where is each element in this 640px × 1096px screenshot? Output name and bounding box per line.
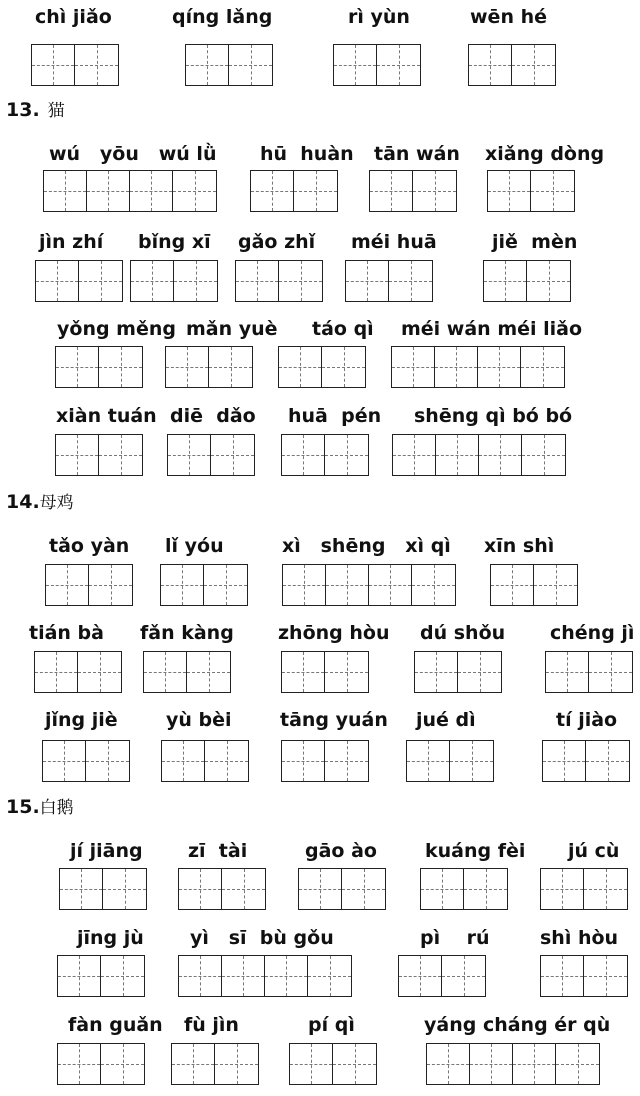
pinyin-label: tǎo yàn bbox=[49, 535, 130, 557]
pinyin-label: fù jìn bbox=[184, 1014, 239, 1036]
tian-grid-cell[interactable] bbox=[209, 347, 252, 387]
tian-grid-cell[interactable] bbox=[99, 435, 142, 475]
pinyin-label: zī tài bbox=[188, 840, 248, 862]
tian-grid-cell[interactable] bbox=[392, 347, 435, 387]
writing-grid-tian-ba[interactable] bbox=[34, 651, 122, 693]
tian-grid-cell[interactable] bbox=[584, 956, 627, 996]
tian-grid-cell[interactable] bbox=[399, 956, 442, 996]
tian-grid-cell[interactable] bbox=[534, 565, 577, 605]
tian-grid-cell[interactable] bbox=[283, 565, 326, 605]
tian-grid-cell[interactable] bbox=[166, 347, 209, 387]
tian-grid-cell[interactable] bbox=[265, 956, 308, 996]
section-number: 14. bbox=[6, 491, 40, 513]
tian-grid-cell[interactable] bbox=[43, 741, 86, 781]
tian-grid-cell[interactable] bbox=[513, 1044, 556, 1084]
tian-grid-cell[interactable] bbox=[479, 435, 522, 475]
tian-grid-cell[interactable] bbox=[162, 741, 205, 781]
tian-grid-cell[interactable] bbox=[377, 45, 420, 85]
writing-grid-sheng-qi-bo-bo[interactable] bbox=[392, 434, 566, 476]
tian-grid-cell[interactable] bbox=[130, 171, 173, 211]
section-heading bbox=[6, 795, 74, 820]
tian-grid-cell[interactable] bbox=[531, 171, 574, 211]
writing-grid-zi-tai[interactable] bbox=[178, 868, 266, 910]
pinyin-label: yì sī bù gǒu bbox=[190, 927, 334, 949]
writing-grid-wen-he[interactable] bbox=[468, 44, 556, 86]
tian-grid-cell[interactable] bbox=[101, 1044, 144, 1084]
pinyin-label: lǐ yóu bbox=[165, 535, 224, 557]
pinyin-label: qíng lǎng bbox=[172, 6, 273, 28]
pinyin-label: fǎn kàng bbox=[140, 622, 234, 644]
writing-grid-fan-guan[interactable] bbox=[57, 1043, 145, 1085]
tian-grid-cell[interactable] bbox=[427, 1044, 470, 1084]
tian-grid-cell[interactable] bbox=[32, 45, 75, 85]
tian-grid-cell[interactable] bbox=[584, 869, 627, 909]
pinyin-label: wēn hé bbox=[470, 6, 547, 28]
writing-grid-pi-qi[interactable] bbox=[289, 1043, 377, 1085]
tian-grid-cell[interactable] bbox=[131, 261, 174, 301]
tian-grid-cell[interactable] bbox=[470, 1044, 513, 1084]
writing-grid-xian-tuan[interactable] bbox=[55, 434, 143, 476]
tian-grid-cell[interactable] bbox=[322, 347, 365, 387]
section-title: 母鸡 bbox=[39, 493, 74, 513]
writing-grid-gao-ao[interactable] bbox=[298, 868, 386, 910]
tian-grid-cell[interactable] bbox=[229, 45, 272, 85]
tian-grid-cell[interactable] bbox=[589, 652, 632, 692]
writing-grid-gao-zhi[interactable] bbox=[235, 260, 323, 302]
pinyin-label: yáng cháng ér qù bbox=[424, 1014, 611, 1036]
pinyin-label: yù bèi bbox=[166, 709, 232, 731]
pinyin-label: dú shǒu bbox=[420, 622, 506, 644]
writing-grid-cheng-ji[interactable] bbox=[545, 651, 633, 693]
writing-grid-tao-yan[interactable] bbox=[45, 564, 133, 606]
writing-grid-shi-hou[interactable] bbox=[540, 955, 628, 997]
tian-grid-cell[interactable] bbox=[512, 45, 555, 85]
tian-grid-cell[interactable] bbox=[556, 1044, 599, 1084]
tian-grid-cell[interactable] bbox=[36, 261, 79, 301]
writing-grid-kuang-fei[interactable] bbox=[420, 868, 508, 910]
tian-grid-cell[interactable] bbox=[435, 347, 478, 387]
tian-grid-cell[interactable] bbox=[393, 435, 436, 475]
tian-grid-cell[interactable] bbox=[101, 956, 144, 996]
tian-grid-cell[interactable] bbox=[89, 565, 132, 605]
writing-grid-zhong-hou[interactable] bbox=[281, 651, 369, 693]
tian-grid-cell[interactable] bbox=[290, 1044, 333, 1084]
tian-grid-cell[interactable] bbox=[491, 565, 534, 605]
tian-grid-cell[interactable] bbox=[236, 261, 279, 301]
tian-grid-cell[interactable] bbox=[346, 261, 389, 301]
tian-grid-cell[interactable] bbox=[458, 652, 501, 692]
writing-grid-tang-yuan[interactable] bbox=[281, 740, 369, 782]
tian-grid-cell[interactable] bbox=[412, 565, 455, 605]
tian-grid-cell[interactable] bbox=[78, 652, 121, 692]
tian-grid-cell[interactable] bbox=[35, 652, 78, 692]
tian-grid-cell[interactable] bbox=[294, 171, 337, 211]
writing-grid-yong-meng[interactable] bbox=[55, 346, 143, 388]
pinyin-label: tān wán bbox=[374, 143, 460, 165]
pinyin-label: zhōng hòu bbox=[278, 622, 390, 644]
tian-grid-cell[interactable] bbox=[58, 956, 101, 996]
writing-grid-hu-huan[interactable] bbox=[250, 170, 338, 212]
tian-grid-cell[interactable] bbox=[161, 565, 204, 605]
writing-grid-jin-zhi[interactable] bbox=[35, 260, 123, 302]
tian-grid-cell[interactable] bbox=[103, 869, 146, 909]
tian-grid-cell[interactable] bbox=[527, 261, 570, 301]
pinyin-label: kuáng fèi bbox=[425, 840, 526, 862]
pinyin-label: xīn shì bbox=[484, 535, 555, 557]
tian-grid-cell[interactable] bbox=[282, 652, 325, 692]
tian-grid-cell[interactable] bbox=[407, 741, 450, 781]
pinyin-label: fàn guǎn bbox=[68, 1014, 163, 1036]
section-number: 15. bbox=[6, 796, 40, 818]
pinyin-label: tāng yuán bbox=[280, 709, 388, 731]
writing-grid-ri-yun[interactable] bbox=[333, 44, 421, 86]
writing-grid-chi-jiao[interactable] bbox=[31, 44, 119, 86]
pinyin-label: pì rú bbox=[420, 927, 490, 949]
pinyin-label: jīng jù bbox=[77, 927, 144, 949]
tian-grid-cell[interactable] bbox=[211, 435, 254, 475]
pinyin-label: jiě mèn bbox=[492, 231, 578, 253]
tian-grid-cell[interactable] bbox=[333, 1044, 376, 1084]
tian-grid-cell[interactable] bbox=[541, 869, 584, 909]
tian-grid-cell[interactable] bbox=[326, 565, 369, 605]
writing-grid-jing-ju[interactable] bbox=[57, 955, 145, 997]
tian-grid-cell[interactable] bbox=[325, 652, 368, 692]
tian-grid-cell[interactable] bbox=[543, 741, 586, 781]
writing-grid-fu-jin[interactable] bbox=[171, 1043, 259, 1085]
writing-grid-fan-kang[interactable] bbox=[143, 651, 231, 693]
tian-grid-cell[interactable] bbox=[450, 741, 493, 781]
writing-grid-jue-di[interactable] bbox=[406, 740, 494, 782]
writing-grid-yang-chang-er-qu[interactable] bbox=[426, 1043, 600, 1085]
tian-grid-cell[interactable] bbox=[99, 347, 142, 387]
tian-grid-cell[interactable] bbox=[436, 435, 479, 475]
tian-grid-cell[interactable] bbox=[251, 171, 294, 211]
pinyin-label: chì jiǎo bbox=[35, 6, 112, 28]
writing-grid-xin-shi[interactable] bbox=[490, 564, 578, 606]
tian-grid-cell[interactable] bbox=[369, 565, 412, 605]
pinyin-label: xì shēng xì qì bbox=[282, 535, 451, 557]
writing-grid-die-dao[interactable] bbox=[167, 434, 255, 476]
pinyin-label: shēng qì bó bó bbox=[414, 405, 573, 427]
writing-grid-ji-jiang[interactable] bbox=[59, 868, 147, 910]
writing-grid-mei-wan-mei-liao[interactable] bbox=[391, 346, 565, 388]
writing-grid-jie-men[interactable] bbox=[483, 260, 571, 302]
pinyin-label: jué dì bbox=[416, 709, 476, 731]
writing-grid-man-yue[interactable] bbox=[165, 346, 253, 388]
pinyin-label: shì hòu bbox=[540, 927, 619, 949]
writing-grid-xiang-dong[interactable] bbox=[487, 170, 575, 212]
tian-grid-cell[interactable] bbox=[186, 45, 229, 85]
tian-grid-cell[interactable] bbox=[389, 261, 432, 301]
tian-grid-cell[interactable] bbox=[308, 956, 351, 996]
tian-grid-cell[interactable] bbox=[204, 565, 247, 605]
pinyin-label: pí qì bbox=[308, 1014, 355, 1036]
tian-grid-cell[interactable] bbox=[44, 171, 87, 211]
tian-grid-cell[interactable] bbox=[299, 869, 342, 909]
tian-grid-cell[interactable] bbox=[464, 869, 507, 909]
tian-grid-cell[interactable] bbox=[58, 1044, 101, 1084]
tian-grid-cell[interactable] bbox=[413, 171, 456, 211]
pinyin-label: huā pén bbox=[288, 405, 382, 427]
pinyin-label: jí jiāng bbox=[70, 840, 143, 862]
tian-grid-cell[interactable] bbox=[79, 261, 122, 301]
pinyin-label: méi huā bbox=[351, 231, 437, 253]
tian-grid-cell[interactable] bbox=[222, 869, 265, 909]
writing-grid-li-you[interactable] bbox=[160, 564, 248, 606]
tian-grid-cell[interactable] bbox=[442, 956, 485, 996]
writing-grid-hua-pen[interactable] bbox=[281, 434, 369, 476]
tian-grid-cell[interactable] bbox=[521, 347, 564, 387]
writing-grid-yu-bei[interactable] bbox=[161, 740, 249, 782]
writing-grid-ti-jiao[interactable] bbox=[542, 740, 630, 782]
pinyin-label: yǒng měng bbox=[57, 318, 176, 340]
tian-grid-cell[interactable] bbox=[279, 261, 322, 301]
tian-grid-cell[interactable] bbox=[56, 347, 99, 387]
tian-grid-cell[interactable] bbox=[325, 741, 368, 781]
writing-grid-ju-cu[interactable] bbox=[540, 868, 628, 910]
tian-grid-cell[interactable] bbox=[174, 261, 217, 301]
tian-grid-cell[interactable] bbox=[546, 652, 589, 692]
pinyin-label: wú yōu wú lǜ bbox=[49, 143, 217, 165]
tian-grid-cell[interactable] bbox=[282, 435, 325, 475]
pinyin-label: mǎn yuè bbox=[186, 318, 278, 340]
tian-grid-cell[interactable] bbox=[187, 652, 230, 692]
tian-grid-cell[interactable] bbox=[56, 435, 99, 475]
tian-grid-cell[interactable] bbox=[75, 45, 118, 85]
writing-grid-xi-sheng-xi-qi[interactable] bbox=[282, 564, 456, 606]
writing-grid-pi-ru[interactable] bbox=[398, 955, 486, 997]
section-heading bbox=[6, 490, 74, 515]
tian-grid-cell[interactable] bbox=[172, 1044, 215, 1084]
tian-grid-cell[interactable] bbox=[469, 45, 512, 85]
pinyin-label: jǐng jiè bbox=[45, 709, 118, 731]
tian-grid-cell[interactable] bbox=[173, 171, 216, 211]
section-title: 白鹅 bbox=[39, 798, 74, 818]
pinyin-label: xiǎng dòng bbox=[485, 143, 605, 165]
tian-grid-cell[interactable] bbox=[522, 435, 565, 475]
writing-grid-tan-wan[interactable] bbox=[369, 170, 457, 212]
tian-grid-cell[interactable] bbox=[46, 565, 89, 605]
pinyin-label: xiàn tuán bbox=[56, 405, 157, 427]
tian-grid-cell[interactable] bbox=[282, 741, 325, 781]
tian-grid-cell[interactable] bbox=[484, 261, 527, 301]
tian-grid-cell[interactable] bbox=[541, 956, 584, 996]
pinyin-label: tián bà bbox=[29, 622, 104, 644]
tian-grid-cell[interactable] bbox=[325, 435, 368, 475]
tian-grid-cell[interactable] bbox=[586, 741, 629, 781]
writing-grid-du-shou[interactable] bbox=[414, 651, 502, 693]
writing-grid-mei-hua[interactable] bbox=[345, 260, 433, 302]
pinyin-label: rì yùn bbox=[348, 6, 410, 28]
tian-grid-cell[interactable] bbox=[144, 652, 187, 692]
tian-grid-cell[interactable] bbox=[87, 171, 130, 211]
section-number: 13. bbox=[6, 99, 40, 121]
tian-grid-cell[interactable] bbox=[60, 869, 103, 909]
tian-grid-cell[interactable] bbox=[279, 347, 322, 387]
pinyin-label: jìn zhí bbox=[39, 231, 104, 253]
pinyin-label: hū huàn bbox=[260, 143, 354, 165]
tian-grid-cell[interactable] bbox=[415, 652, 458, 692]
writing-grid-qing-lang[interactable] bbox=[185, 44, 273, 86]
tian-grid-cell[interactable] bbox=[215, 1044, 258, 1084]
tian-grid-cell[interactable] bbox=[478, 347, 521, 387]
tian-grid-cell[interactable] bbox=[334, 45, 377, 85]
tian-grid-cell[interactable] bbox=[179, 869, 222, 909]
tian-grid-cell[interactable] bbox=[86, 741, 129, 781]
tian-grid-cell[interactable] bbox=[179, 956, 222, 996]
tian-grid-cell[interactable] bbox=[488, 171, 531, 211]
writing-grid-jing-jie[interactable] bbox=[42, 740, 130, 782]
pinyin-label: chéng jì bbox=[550, 622, 635, 644]
pinyin-label: gǎo zhǐ bbox=[238, 231, 316, 253]
writing-grid-tao-qi[interactable] bbox=[278, 346, 366, 388]
pinyin-label: bǐng xī bbox=[138, 231, 211, 253]
pinyin-label: jú cù bbox=[568, 840, 620, 862]
writing-grid-yi-si-bu-gou[interactable] bbox=[178, 955, 352, 997]
tian-grid-cell[interactable] bbox=[370, 171, 413, 211]
section-title: 猫 bbox=[47, 101, 65, 121]
pinyin-label: tí jiào bbox=[556, 709, 618, 731]
pinyin-label: méi wán méi liǎo bbox=[401, 318, 583, 340]
tian-grid-cell[interactable] bbox=[205, 741, 248, 781]
tian-grid-cell[interactable] bbox=[421, 869, 464, 909]
tian-grid-cell[interactable] bbox=[168, 435, 211, 475]
section-heading bbox=[6, 98, 65, 123]
tian-grid-cell[interactable] bbox=[342, 869, 385, 909]
writing-grid-wu-you-wu-lu[interactable] bbox=[43, 170, 217, 212]
pinyin-label: táo qì bbox=[312, 318, 374, 340]
pinyin-label: gāo ào bbox=[305, 840, 377, 862]
pinyin-label: diē dǎo bbox=[170, 405, 256, 427]
writing-grid-bing-xi[interactable] bbox=[130, 260, 218, 302]
tian-grid-cell[interactable] bbox=[222, 956, 265, 996]
